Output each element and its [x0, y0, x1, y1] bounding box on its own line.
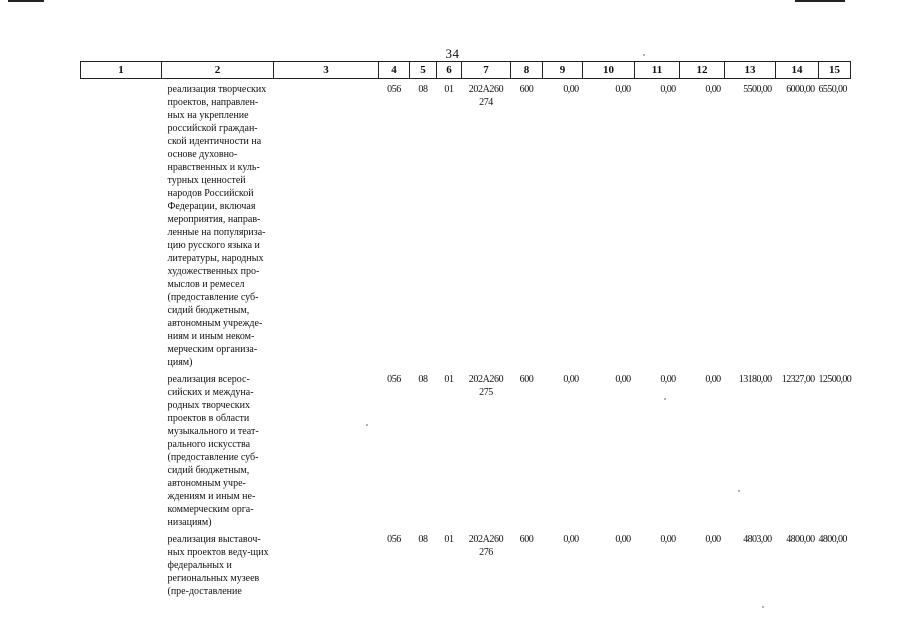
cell-amount-col13: 4803,00	[743, 534, 772, 545]
cell-amount-col10: 0,00	[615, 374, 631, 385]
cell-target-article: 202А260 276	[468, 534, 504, 558]
scan-edge-mark-right	[795, 0, 845, 2]
column-header: 14	[776, 62, 819, 79]
cell-ministry-code: 056	[387, 84, 401, 95]
scan-speck	[643, 54, 645, 56]
empty-cell-col3	[274, 369, 379, 529]
cell-amount-col13: 13180,00	[738, 374, 772, 385]
cell-amount-col15: 4800,00	[818, 534, 847, 545]
column-header: 2	[162, 62, 274, 79]
column-header: 7	[462, 62, 511, 79]
column-header: 4	[379, 62, 410, 79]
scan-speck	[738, 490, 740, 492]
cell-amount-col9: 0,00	[563, 374, 579, 385]
cell-amount-col14: 4800,00	[786, 534, 815, 545]
table-row	[81, 529, 851, 603]
row-description: реализация выставоч-ных проектов веду-щих федеральных и региональных музеев (пре-доставление	[167, 534, 269, 597]
cell-ministry-code: 056	[387, 534, 401, 545]
cell-section: 08	[418, 374, 428, 385]
cell-subsection: 01	[444, 534, 454, 545]
cell-amount-col11: 0,00	[660, 374, 676, 385]
cell-target-article: 202А260 274	[468, 84, 504, 108]
budget-table	[80, 61, 851, 603]
empty-cell-col1	[81, 529, 162, 603]
cell-amount-col9: 0,00	[563, 534, 579, 545]
column-number-row	[81, 62, 851, 79]
cell-section: 08	[418, 84, 428, 95]
cell-target-article: 202А260 275	[468, 374, 504, 398]
column-header: 10	[583, 62, 635, 79]
table-row	[81, 79, 851, 370]
row-description: реализация всерос-сийских и междуна-родных творческих проектов в области музыкального и теат-рального искусства (предоставление суб-сидий бюджетным, автономным учре-ждениям и иным не-коммерческим орга-низациям)	[167, 374, 259, 528]
scan-speck	[762, 606, 764, 608]
cell-expense-type: 600	[519, 84, 534, 95]
column-header: 6	[437, 62, 462, 79]
cell-amount-col12: 0,00	[705, 374, 721, 385]
cell-expense-type: 600	[519, 374, 534, 385]
scan-edge-mark-left	[8, 0, 44, 2]
cell-amount-col14: 12327,00	[781, 374, 815, 385]
cell-subsection: 01	[444, 84, 454, 95]
scan-speck	[366, 424, 368, 426]
column-header: 8	[511, 62, 543, 79]
cell-amount-col11: 0,00	[660, 84, 676, 95]
cell-section: 08	[418, 534, 428, 545]
cell-amount-col15: 6550,00	[818, 84, 847, 95]
empty-cell-col1	[81, 369, 162, 529]
column-header: 12	[680, 62, 725, 79]
column-header: 13	[725, 62, 776, 79]
column-header: 3	[274, 62, 379, 79]
cell-amount-col13: 5500,00	[743, 84, 772, 95]
empty-cell-col1	[81, 79, 162, 370]
cell-ministry-code: 056	[387, 374, 401, 385]
column-header: 5	[410, 62, 437, 79]
column-header: 15	[819, 62, 851, 79]
empty-cell-col3	[274, 79, 379, 370]
column-header: 9	[543, 62, 583, 79]
cell-amount-col10: 0,00	[615, 84, 631, 95]
cell-amount-col12: 0,00	[705, 534, 721, 545]
cell-amount-col14: 6000,00	[786, 84, 815, 95]
cell-amount-col9: 0,00	[563, 84, 579, 95]
cell-subsection: 01	[444, 374, 454, 385]
cell-amount-col10: 0,00	[615, 534, 631, 545]
column-header: 11	[635, 62, 680, 79]
column-header: 1	[81, 62, 162, 79]
table-row	[81, 369, 851, 529]
cell-amount-col12: 0,00	[705, 84, 721, 95]
page-number: 34	[445, 46, 460, 61]
cell-expense-type: 600	[519, 534, 534, 545]
cell-amount-col11: 0,00	[660, 534, 676, 545]
row-description: реализация творческих проектов, направлен-ных на укрепление российской граждан-ской идентичности на основе духовно-нравственных и куль-турных ценностей народов Российской Федерации, включая мероприятия, направ-ленные на популяриза-цию русского языка и литературы, народных художественных про-мыслов и ремесел (предоставление суб-сидий бюджетным, автономным учрежде-ниям и иным неком-мерческим организа-циям)	[167, 84, 267, 368]
scan-speck	[664, 398, 666, 400]
empty-cell-col3	[274, 529, 379, 603]
cell-amount-col15: 12500,00	[818, 374, 852, 385]
